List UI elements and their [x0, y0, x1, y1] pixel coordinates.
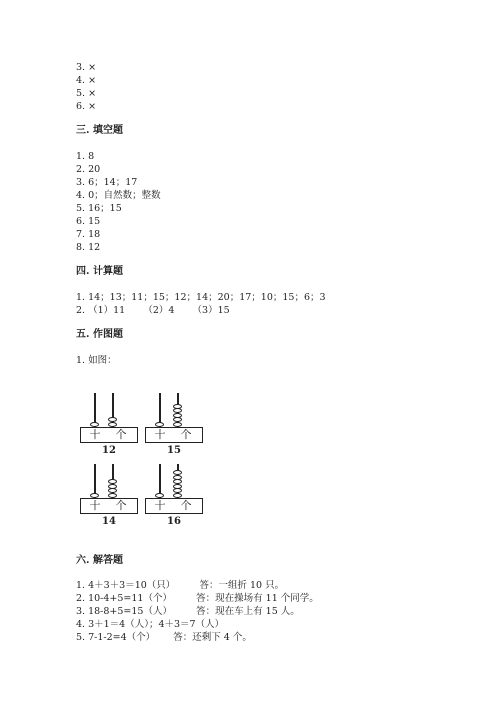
- section-title: 五. 作图题: [76, 329, 123, 340]
- answer-line: 1. 4＋3＋3＝10（只） 答：一组折 10 只。: [76, 580, 285, 591]
- ones-label: 个: [115, 499, 127, 512]
- answer-line: 1. 8: [76, 151, 95, 162]
- tens-label: 十: [89, 499, 101, 512]
- answer-line: 3. 18-8+5=15（人） 答：现在车上有 15 人。: [76, 606, 300, 617]
- abacus: [145, 393, 207, 463]
- answer-line: 6. 15: [76, 216, 101, 227]
- answer-line: 5. 7-1-2=4（个） 答：还剩下 4 个。: [76, 632, 252, 643]
- ones-bead: [173, 404, 182, 409]
- ones-bead: [173, 488, 182, 493]
- answer-line: 8. 12: [76, 242, 101, 253]
- ones-bead: [108, 484, 117, 489]
- abacus: [80, 464, 142, 534]
- tens-label: 十: [154, 428, 166, 441]
- ones-bead: [173, 470, 182, 475]
- answer-line: 4. 0；自然数；整数: [76, 190, 161, 201]
- tens-label: 十: [154, 499, 166, 512]
- ones-bead: [108, 488, 117, 493]
- ones-label: 个: [180, 499, 192, 512]
- abacus: [145, 464, 207, 534]
- abacus-frame: [145, 427, 203, 443]
- abacus-frame: [145, 498, 203, 514]
- answer-line: 6. ×: [76, 101, 97, 112]
- tens-label: 十: [89, 428, 101, 441]
- answer-line: 2. （1）11 （2）4 （3）15: [76, 305, 230, 316]
- ones-bead: [108, 417, 117, 422]
- ones-bead: [173, 413, 182, 418]
- answer-line: 7. 18: [76, 229, 101, 240]
- answer-line: 5. ×: [76, 88, 97, 99]
- ones-label: 个: [115, 428, 127, 441]
- ones-label: 个: [180, 428, 192, 441]
- abacus-number: 15: [167, 445, 181, 456]
- answer-line: 1. 14；13；11；15；12；14；20；17；10；15；6；3: [76, 292, 326, 303]
- section-title: 六. 解答题: [76, 555, 123, 566]
- abacus-frame: [80, 427, 138, 443]
- answer-line: 3. 6；14；17: [76, 177, 138, 188]
- answer-line: 5. 16；15: [76, 203, 122, 214]
- section-title: 三. 填空题: [76, 125, 123, 136]
- answer-line: 1. 如图：: [76, 355, 117, 366]
- answer-line: 2. 10-4+5=11（个） 答：现在操场有 11 个同学。: [76, 593, 319, 604]
- answer-line: 4. 3＋1＝4（人）；4＋3＝7（人）: [76, 619, 225, 630]
- section-title: 四. 计算题: [76, 266, 123, 277]
- abacus: [80, 393, 142, 463]
- abacus-number: 16: [167, 516, 181, 527]
- ones-bead: [173, 408, 182, 413]
- answer-line: 4. ×: [76, 75, 97, 86]
- answer-line: 3. ×: [76, 62, 97, 73]
- abacus-number: 12: [102, 445, 116, 456]
- ones-bead: [108, 479, 117, 484]
- abacus-number: 14: [102, 516, 116, 527]
- ones-bead: [173, 479, 182, 484]
- ones-bead: [173, 475, 182, 480]
- answer-line: 2. 20: [76, 164, 101, 175]
- ones-bead: [173, 417, 182, 422]
- abacus-frame: [80, 498, 138, 514]
- ones-bead: [173, 484, 182, 489]
